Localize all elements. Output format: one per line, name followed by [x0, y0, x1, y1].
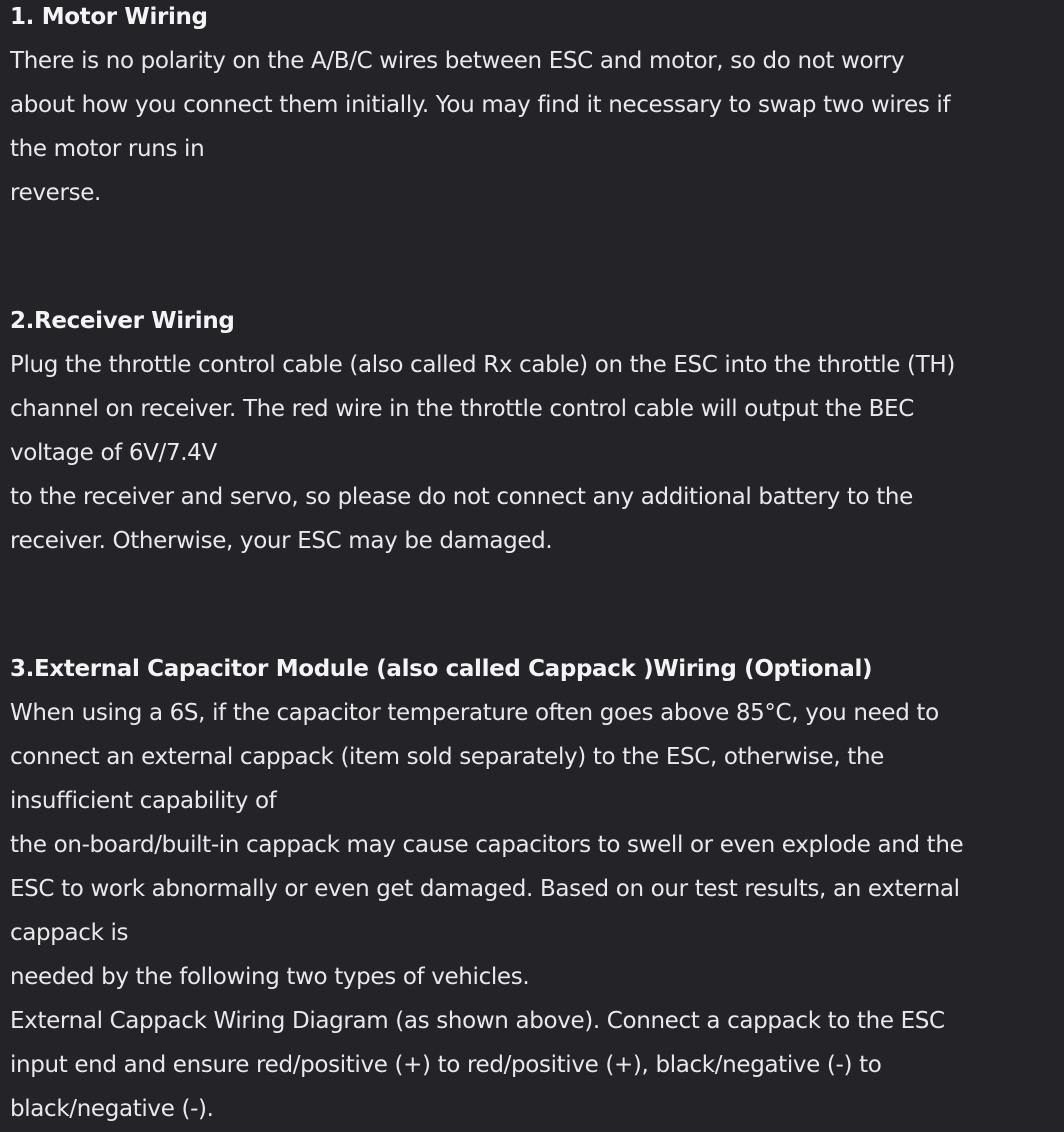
- section-heading: 3.External Capacitor Module (also called Cappack )Wiring (Optional): [10, 656, 873, 682]
- section-heading: 2.Receiver Wiring: [10, 308, 235, 334]
- paragraph-line: There is no polarity on the A/B/C wires between ESC and motor, so do not worry: [10, 48, 905, 74]
- paragraph-line: receiver. Otherwise, your ESC may be damaged.: [10, 528, 553, 554]
- paragraph-line: insufficient capability of: [10, 788, 277, 814]
- section-motor-wiring: [10, 0, 1054, 215]
- section-heading: 1. Motor Wiring: [10, 4, 208, 30]
- paragraph-line: voltage of 6V/7.4V: [10, 440, 217, 466]
- paragraph-line: cappack is: [10, 920, 129, 946]
- paragraph-line: black/negative (-).: [10, 1096, 214, 1122]
- paragraph-line: to the receiver and servo, so please do not connect any additional battery to the: [10, 484, 913, 510]
- paragraph-line: the motor runs in: [10, 136, 205, 162]
- paragraph-line: the on-board/built-in cappack may cause capacitors to swell or even explode and the: [10, 832, 964, 858]
- paragraph-line: input end and ensure red/positive (+) to red/positive (+), black/negative (-) to: [10, 1052, 882, 1078]
- paragraph-line: reverse.: [10, 180, 101, 206]
- paragraph-line: channel on receiver. The red wire in the throttle control cable will output the BEC: [10, 396, 914, 422]
- paragraph-line: When using a 6S, if the capacitor temperature often goes above 85°C, you need to: [10, 700, 939, 726]
- paragraph-line: about how you connect them initially. You may find it necessary to swap two wires if: [10, 92, 951, 118]
- paragraph-line: ESC to work abnormally or even get damaged. Based on our test results, an external: [10, 876, 960, 902]
- paragraph-line: External Cappack Wiring Diagram (as shown above). Connect a cappack to the ESC: [10, 1008, 945, 1034]
- paragraph-line: needed by the following two types of vehicles.: [10, 964, 530, 990]
- paragraph-line: connect an external cappack (item sold separately) to the ESC, otherwise, the: [10, 744, 884, 770]
- section-receiver-wiring: [10, 299, 1054, 563]
- section-capacitor-module-wiring: [10, 647, 1054, 1131]
- paragraph-line: Plug the throttle control cable (also called Rx cable) on the ESC into the throttle (TH): [10, 352, 955, 378]
